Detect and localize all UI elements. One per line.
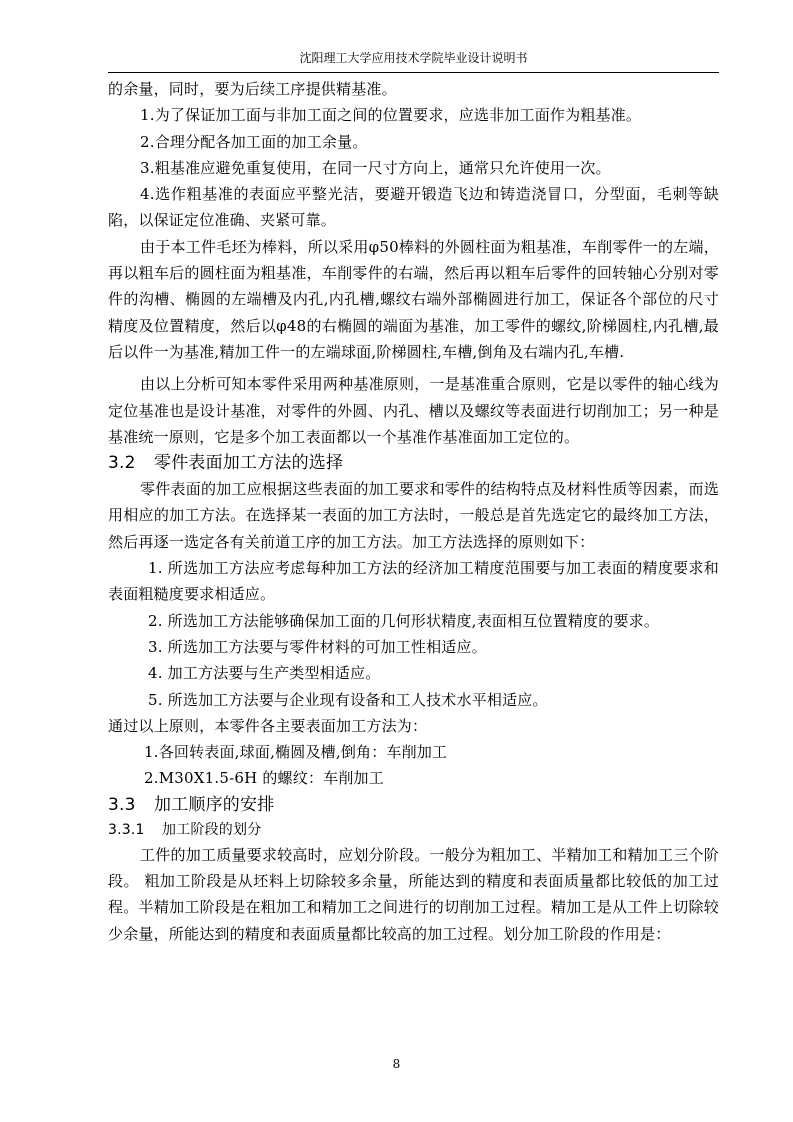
list-item: 1.各回转表面,球面,椭圆及槽,倒角：车削加工 [144, 743, 448, 762]
section-heading-3-3 [108, 792, 719, 818]
list-item: 5. 所选加工方法要与企业现有设备和工人技术水平相适应。 [148, 690, 548, 709]
paragraph: 由于本工件毛坯为棒料，所以采用φ50棒料的外圆柱面为粗基准，车削零件一的左端，再以粗车后的圆柱面为粗基准，车削零件的右端，然后再以粗车后零件的回转轴心分别对零件的沟槽、椭圆的左端槽及内孔,内孔槽,螺纹右端外部椭圆进行加工，保证各个部位的尺寸精度及位置精度，然后以φ48的右椭圆的端面为基准，加工零件的螺纹,阶梯圆柱,内孔槽,最后以件一为基准,精加工件一的左端球面,阶梯圆柱,车槽,倒角及右端内孔,车槽. [108, 237, 719, 361]
page-number: 8 [392, 1057, 401, 1071]
running-header: 沈阳理工大学应用技术学院毕业设计说明书 [299, 51, 528, 65]
subsection-title: 加工阶段的划分 [162, 821, 262, 838]
header-rule [108, 72, 719, 73]
list-item: 2. 所选加工方法能够确保加工面的几何形状精度,表面相互位置精度的要求。 [148, 611, 660, 630]
section-title: 零件表面加工方法的选择 [154, 453, 344, 474]
list-item: 1. 所选加工方法应考虑每种加工方法的经济加工精度范围要与加工表面的精度要求和表面粗糙度要求相适应。 [108, 559, 719, 604]
list-item: 1.为了保证加工面与非加工面之间的位置要求，应选非加工面作为粗基准。 [140, 106, 642, 125]
list-item: 2.M30X1.5-6H 的螺纹：车削加工 [144, 769, 384, 788]
section-number: 3.3 [108, 794, 136, 815]
list-item: 2.合理分配各加工面的加工余量。 [140, 132, 368, 151]
section-title: 加工顺序的安排 [154, 794, 275, 815]
list-item: 3.粗基准应避免重复使用，在同一尺寸方向上，通常只允许使用一次。 [140, 158, 611, 177]
section-number: 3.2 [108, 453, 136, 474]
paragraph: 通过以上原则，本零件各主要表面加工方法为： [108, 716, 428, 735]
page-content [108, 76, 719, 947]
paragraph: 的余量，同时，要为后续工序提供精基准。 [108, 80, 397, 98]
subsection-heading-3-3-1 [108, 818, 719, 842]
list-item: 3. 所选加工方法要与零件材料的可加工性相适应。 [148, 637, 487, 656]
list-item: 4. 加工方法要与生产类型相适应。 [148, 664, 381, 683]
subsection-number: 3.3.1 [108, 821, 145, 838]
list-item: 4.选作粗基准的表面应平整光洁，要避开锻造飞边和铸造浇冒口，分型面，毛刺等缺陷，以保证定位准确、夹紧可靠。 [108, 185, 719, 230]
paragraph: 工件的加工质量要求较高时，应划分阶段。一般分为粗加工、半精加工和精加工三个阶段。 粗加工阶段是从坯料上切除较多余量，所能达到的精度和表面质量都比较低的加工过程。半精加工阶段是在粗加工和精加工之间进行的切削加工过程。精加工是从工件上切除较少余量，所能达到的精度和表面质量都比较高的加工过程。划分加工阶段的作用是： [108, 845, 719, 943]
section-heading-3-2 [108, 450, 719, 476]
paragraph: 零件表面的加工应根据这些表面的加工要求和零件的结构特点及材料性质等因素，而选用相应的加工方法。在选择某一表面的加工方法时，一般总是首先选定它的最终加工方法，然后再逐一选定各有关前道工序的加工方法。加工方法选择的原则如下： [108, 480, 719, 551]
paragraph: 由以上分析可知本零件采用两种基准原则，一是基准重合原则，它是以零件的轴心线为定位基准也是设计基准，对零件的外圆、内孔、槽以及螺纹等表面进行切削加工；另一种是基准统一原则，它是多个加工表面都以一个基准作基准面加工定位的。 [108, 375, 719, 446]
